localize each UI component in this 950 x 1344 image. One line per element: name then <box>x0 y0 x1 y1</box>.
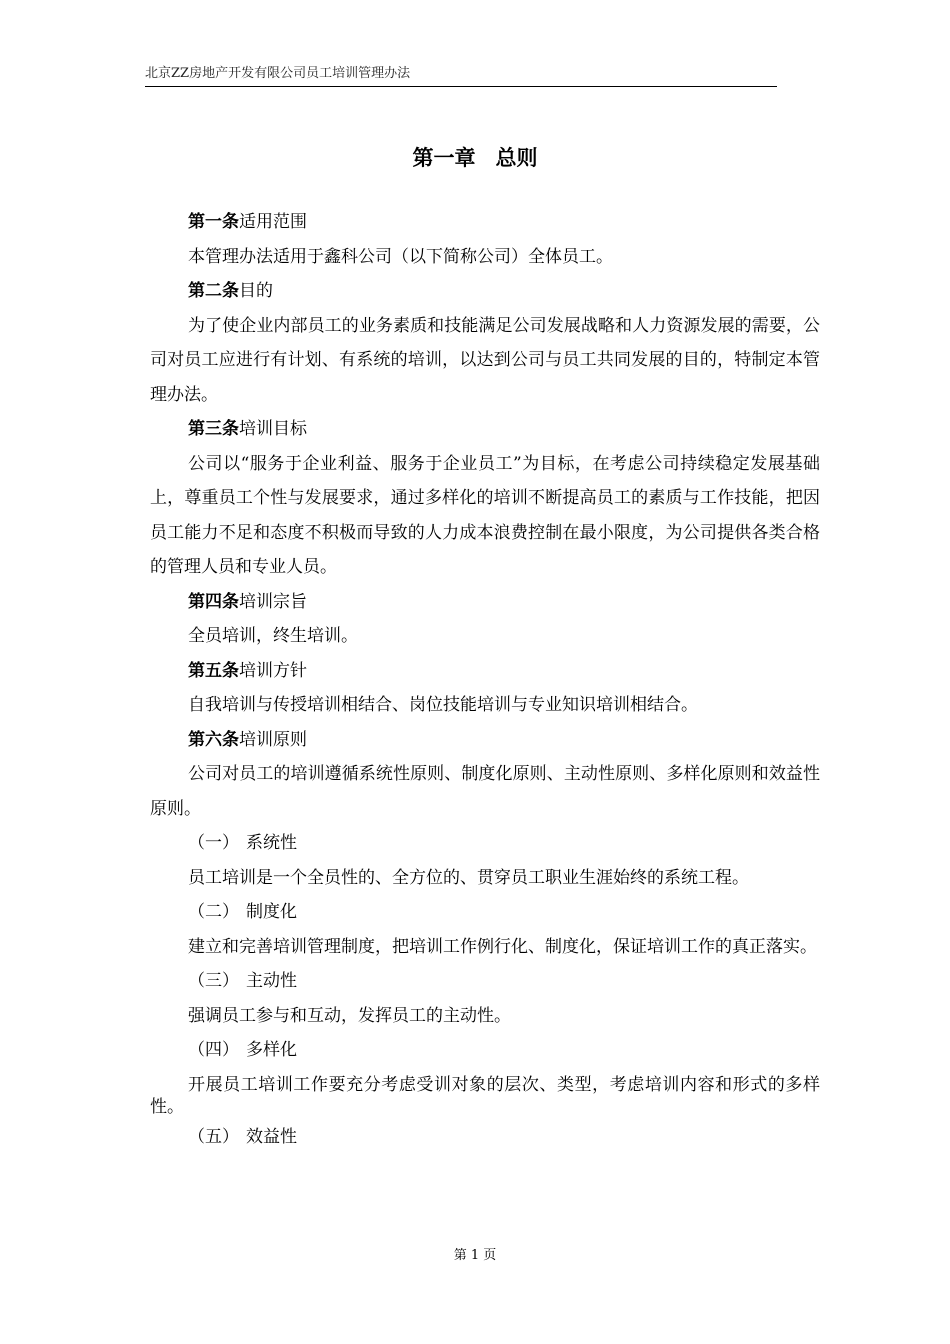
page-footer <box>0 1246 950 1266</box>
article-heading <box>150 723 820 758</box>
article-heading <box>150 585 820 620</box>
article-label: 第五条 <box>188 660 239 681</box>
chapter-name: 总则 <box>495 146 538 170</box>
header-title: 北京ZZ房地产开发有限公司员工培训管理办法 <box>145 66 411 81</box>
article-title: 培训方针 <box>239 660 307 681</box>
principle-name: 系统性 <box>246 833 297 853</box>
article-text: 全员培训，终生培训。 <box>188 626 358 646</box>
article-text: 本管理办法适用于鑫科公司（以下简称公司）全体员工。 <box>188 246 613 267</box>
principle-text: 强调员工参与和互动，发挥员工的主动性。 <box>188 1005 511 1026</box>
article-label: 第四条 <box>188 591 239 612</box>
article-title: 培训宗旨 <box>239 591 307 612</box>
article-text: 公司以“服务于企业利益、服务于企业员工”为目标，在考虑公司持续稳定发展基础上，尊重员工个性与发展要求，通过多样化的培训不断提高员工的素质与工作技能，把因员工能力不足和态度不积极而导致的人力成本浪费控制在最小限度，为公司提供各类合格的管理人员和专业人员。 <box>150 453 820 577</box>
principle-name: 主动性 <box>246 971 297 991</box>
principle-number: （一） <box>188 833 239 853</box>
article-title: 适用范围 <box>239 212 307 232</box>
article-heading <box>150 654 820 689</box>
page-header <box>145 64 777 87</box>
principle-heading <box>150 1033 820 1068</box>
article-text: 公司对员工的培训遵循系统性原则、制度化原则、主动性原则、多样化原则和效益性原则。 <box>150 764 820 819</box>
principle-number: （二） <box>188 902 239 922</box>
principle-number: （三） <box>188 971 239 991</box>
article-heading <box>150 274 820 309</box>
article-text: 自我培训与传授培训相结合、岗位技能培训与专业知识培训相结合。 <box>188 695 698 715</box>
article-title: 培训目标 <box>239 419 307 439</box>
article-label: 第三条 <box>188 419 239 439</box>
principle-number: （五） <box>188 1126 239 1147</box>
article-title: 目的 <box>239 281 273 301</box>
article-heading <box>150 205 820 240</box>
document-body <box>150 205 820 1154</box>
principle-text: 员工培训是一个全员性的、全方位的、贯穿员工职业生涯始终的系统工程。 <box>188 867 749 888</box>
article-label: 第二条 <box>188 281 239 301</box>
principle-name: 多样化 <box>246 1040 297 1060</box>
principle-heading <box>150 964 820 999</box>
principle-name: 效益性 <box>246 1126 297 1147</box>
chapter-title <box>0 143 950 173</box>
principle-name: 制度化 <box>246 902 297 922</box>
article-label: 第六条 <box>188 729 239 750</box>
article-heading <box>150 412 820 447</box>
principle-heading <box>150 895 820 930</box>
principle-heading <box>150 1120 820 1155</box>
principle-heading <box>150 826 820 861</box>
page-number: 第 1 页 <box>453 1248 497 1263</box>
principle-text: 开展员工培训工作要充分考虑受训对象的层次、类型，考虑培训内容和形式的多样性。 <box>150 1074 820 1117</box>
article-title: 培训原则 <box>239 729 307 750</box>
chapter-label: 第一章 <box>412 146 476 170</box>
principle-number: （四） <box>188 1040 239 1060</box>
principle-text: 建立和完善培训管理制度，把培训工作例行化、制度化，保证培训工作的真正落实。 <box>188 936 817 957</box>
article-label: 第一条 <box>188 212 239 232</box>
article-text: 为了使企业内部员工的业务素质和技能满足公司发展战略和人力资源发展的需要，公司对员工应进行有计划、有系统的培训，以达到公司与员工共同发展的目的，特制定本管理办法。 <box>150 315 820 405</box>
